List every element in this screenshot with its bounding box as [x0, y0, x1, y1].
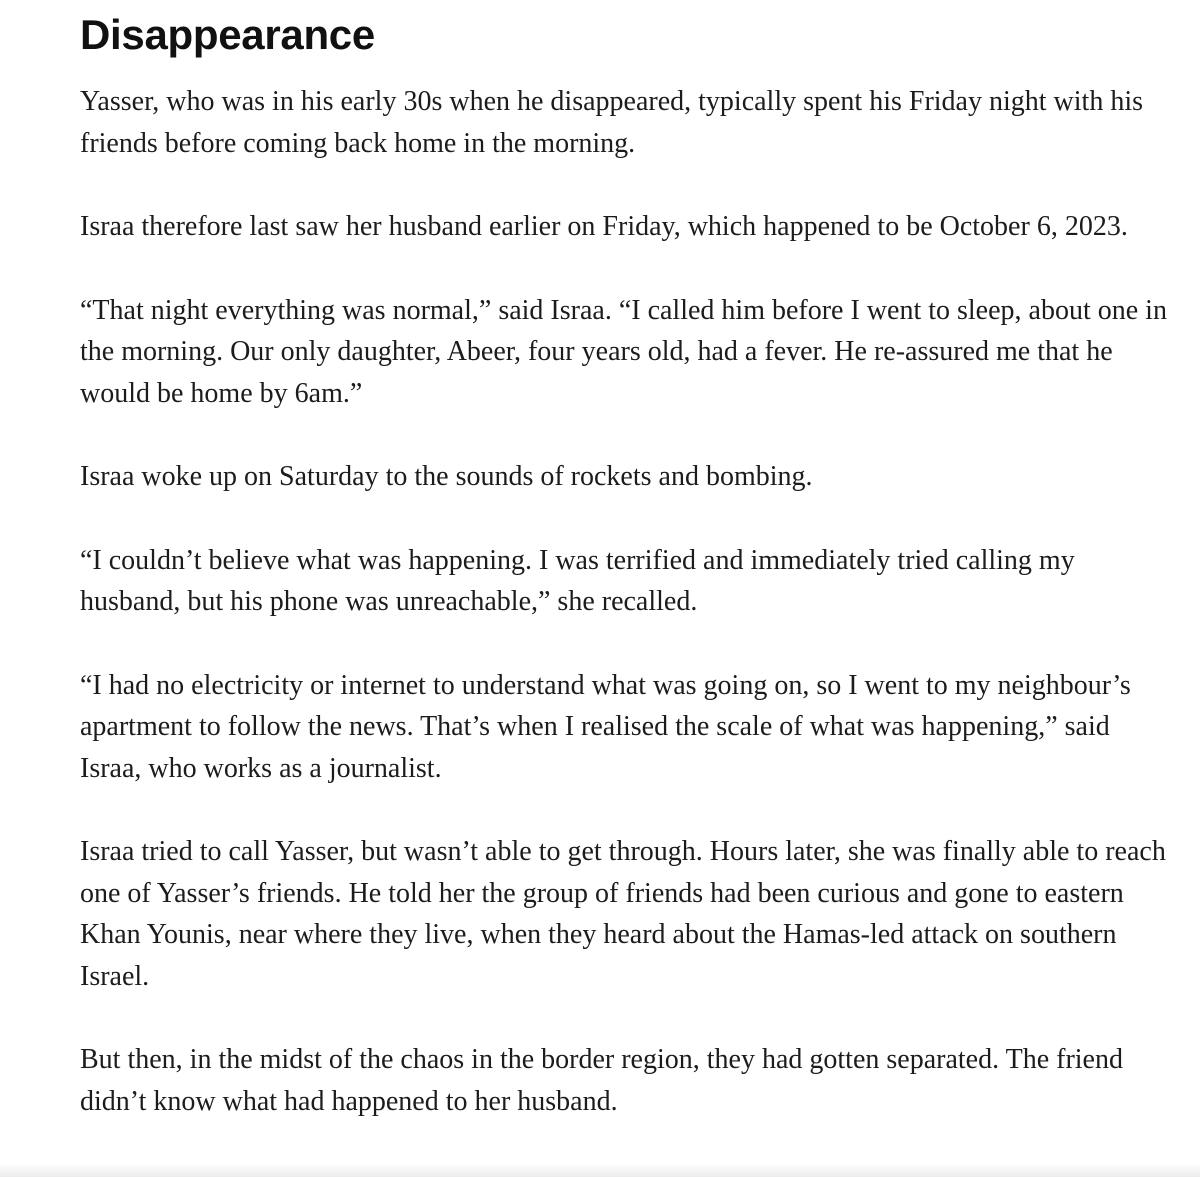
paragraph-1: Yasser, who was in his early 30s when he disappeared, typically spent his Friday night with his friends before coming back home in the morning. — [80, 86, 1144, 159]
bottom-fade-divider — [0, 1163, 1200, 1177]
article-body — [80, 0, 1170, 1164]
section-heading: Disappearance — [80, 11, 375, 58]
paragraph-6: “I had no electricity or internet to understand what was going on, so I went to my neighbour’s apartment to follow the news. That’s when I realised the scale of what was happening,” said Israa, who works as a journalist. — [80, 669, 1131, 784]
paragraph-3: “That night everything was normal,” said Israa. “I called him before I went to sleep, about one in the morning. Our only daughter, Abeer, four years old, had a fever. He re-assured me that he would be home by 6am.” — [80, 294, 1167, 409]
paragraph-5: “I couldn’t believe what was happening. I was terrified and immediately tried calling my husband, but his phone was unreachable,” she recalled. — [80, 544, 1075, 617]
paragraph-7: Israa tried to call Yasser, but wasn’t able to get through. Hours later, she was finally able to reach one of Yasser’s friends. He told her the group of friends had been curious and gone to eastern Khan Younis, near where they live, when they heard about the Hamas-led attack on southern Israel. — [80, 836, 1166, 992]
paragraph-8: But then, in the midst of the chaos in the border region, they had gotten separated. The friend didn’t know what had happened to her husband. — [80, 1044, 1123, 1117]
paragraph-4: Israa woke up on Saturday to the sounds of rockets and bombing. — [80, 461, 813, 492]
paragraph-2: Israa therefore last saw her husband earlier on Friday, which happened to be October 6, 2023. — [80, 211, 1128, 242]
